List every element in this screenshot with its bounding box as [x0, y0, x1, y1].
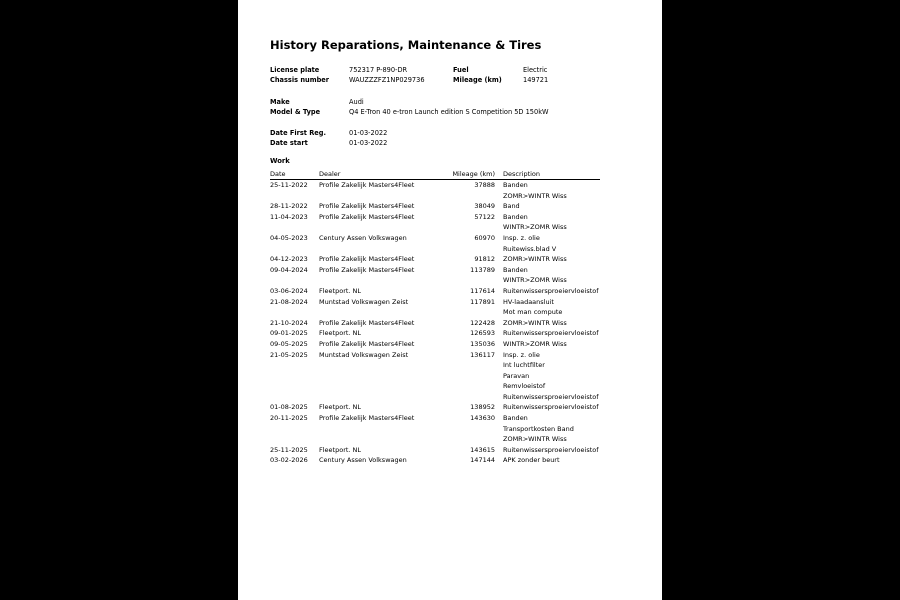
row-date: 25-11-2025 [270, 445, 308, 454]
row-dealer: Profile Zakelijk Masters4Fleet [319, 212, 415, 221]
row-description: Banden [503, 212, 528, 221]
row-date: 01-08-2025 [270, 403, 308, 412]
table-row [270, 191, 600, 202]
chassis-value: WAUZZZFZ1NP029736 [349, 76, 425, 84]
table-row [270, 233, 600, 244]
row-mileage: 113789 [470, 265, 495, 274]
row-dealer: Fleetport. NL [319, 329, 362, 338]
table-row [270, 265, 600, 276]
row-dealer: Profile Zakelijk Masters4Fleet [319, 202, 415, 211]
table-row [270, 307, 600, 318]
table-header [270, 169, 600, 180]
row-dealer: Fleetport. NL [319, 445, 362, 454]
row-dealer: Muntstad Volkswagen Zeist [319, 297, 409, 306]
row-date: 09-01-2025 [270, 329, 308, 338]
model-label: Model & Type [270, 108, 321, 116]
document-page [238, 0, 662, 600]
row-date: 03-02-2026 [270, 456, 308, 465]
table-row [270, 371, 600, 382]
row-description: Banden [503, 181, 528, 189]
row-date: 11-04-2023 [270, 212, 308, 221]
date-start-label: Date start [270, 139, 308, 147]
row-dealer: Fleetport. NL [319, 403, 362, 412]
work-section-title: Work [270, 157, 290, 165]
row-mileage: 143630 [470, 414, 495, 423]
row-description: Band [503, 202, 520, 211]
row-description: ZOMR>WINTR Wiss [503, 191, 567, 200]
row-date: 21-08-2024 [270, 297, 308, 306]
table-row [270, 297, 600, 308]
table-row [270, 275, 600, 286]
row-mileage: 91812 [474, 255, 495, 264]
table-row [270, 222, 600, 233]
mileage-label: Mileage (km) [453, 76, 502, 84]
header-mileage: Mileage (km) [452, 170, 495, 178]
row-description: WINTR>ZOMR Wiss [503, 276, 567, 285]
row-dealer: Profile Zakelijk Masters4Fleet [319, 339, 415, 348]
row-mileage: 117614 [470, 286, 495, 295]
row-dealer: Profile Zakelijk Masters4Fleet [319, 414, 415, 423]
row-date: 04-05-2023 [270, 233, 308, 242]
table-row [270, 434, 600, 445]
row-description: Ruitenwissersproeiervloeistof [503, 329, 599, 338]
row-description: Remvloeistof [503, 382, 546, 391]
table-body [270, 180, 600, 466]
row-description: Int luchtfilter [503, 361, 545, 370]
row-mileage: 117891 [470, 297, 495, 306]
table-row [270, 339, 600, 350]
table-row [270, 244, 600, 255]
row-description: Insp. z. olie [503, 233, 540, 242]
row-description: Mot man compute [503, 308, 563, 317]
make-label: Make [270, 98, 290, 106]
table-row [270, 350, 600, 361]
row-mileage: 135036 [470, 339, 495, 348]
row-description: Ruitewiss.blad V [503, 244, 557, 253]
row-description: Transportkosten Band [503, 424, 574, 433]
mileage-value: 149721 [523, 76, 549, 84]
row-mileage: 147144 [470, 456, 495, 465]
table-row [270, 381, 600, 392]
table-row [270, 318, 600, 329]
table-row [270, 328, 600, 339]
fuel-value: Electric [523, 66, 548, 74]
row-dealer: Profile Zakelijk Masters4Fleet [319, 181, 415, 189]
row-dealer: Century Assen Volkswagen [319, 456, 407, 465]
row-mileage: 138952 [470, 403, 495, 412]
table-row [270, 212, 600, 223]
row-mileage: 136117 [470, 350, 495, 359]
row-mileage: 126593 [470, 329, 495, 338]
row-date: 25-11-2022 [270, 181, 308, 189]
row-date: 03-06-2024 [270, 286, 308, 295]
row-description: Banden [503, 414, 528, 423]
row-mileage: 57122 [474, 212, 495, 221]
row-description: APK zonder beurt [503, 456, 560, 465]
row-date: 21-10-2024 [270, 318, 308, 327]
row-description: Banden [503, 265, 528, 274]
table-row [270, 445, 600, 456]
row-description: ZOMR>WINTR Wiss [503, 435, 567, 444]
row-mileage: 38049 [474, 202, 495, 211]
row-description: Paravan [503, 371, 530, 380]
row-dealer: Fleetport. NL [319, 286, 362, 295]
row-description: Insp. z. olie [503, 350, 540, 359]
row-description: Ruitenwissersproeiervloeistof [503, 445, 599, 454]
row-date: 28-11-2022 [270, 202, 308, 211]
row-description: ZOMR>WINTR Wiss [503, 255, 567, 264]
table-row [270, 180, 600, 191]
chassis-label: Chassis number [270, 76, 330, 84]
row-date: 20-11-2025 [270, 414, 308, 423]
row-date: 21-05-2025 [270, 350, 308, 359]
header-dealer: Dealer [319, 170, 341, 178]
table-row [270, 455, 600, 466]
row-description: Ruitenwissersproeiervloeistof [503, 286, 599, 295]
row-description: WINTR>ZOMR Wiss [503, 223, 567, 232]
row-date: 04-12-2023 [270, 255, 308, 264]
first-reg-value: 01-03-2022 [349, 129, 388, 137]
row-dealer: Profile Zakelijk Masters4Fleet [319, 265, 415, 274]
table-row [270, 286, 600, 297]
row-dealer: Muntstad Volkswagen Zeist [319, 350, 409, 359]
row-mileage: 37888 [474, 181, 495, 189]
row-mileage: 122428 [470, 318, 495, 327]
work-table [270, 169, 600, 466]
row-description: WINTR>ZOMR Wiss [503, 339, 567, 348]
row-date: 09-05-2025 [270, 339, 308, 348]
row-description: Ruitenwissersproeiervloeistof [503, 403, 599, 412]
row-description: HV-laadaansluit [503, 297, 554, 306]
first-reg-label: Date First Reg. [270, 129, 327, 137]
table-row [270, 392, 600, 403]
table-row [270, 402, 600, 413]
row-description: Ruitenwissersproeiervloeistof [503, 392, 599, 401]
fuel-label: Fuel [453, 66, 469, 74]
row-dealer: Profile Zakelijk Masters4Fleet [319, 318, 415, 327]
table-row [270, 360, 600, 371]
model-value: Q4 E-Tron 40 e-tron Launch edition S Competition 5D 150kW [349, 108, 549, 116]
header-date: Date [270, 170, 286, 178]
row-description: ZOMR>WINTR Wiss [503, 318, 567, 327]
page-title: History Reparations, Maintenance & Tires [270, 38, 542, 52]
row-date: 09-04-2024 [270, 265, 308, 274]
row-mileage: 143615 [470, 445, 495, 454]
table-row [270, 201, 600, 212]
row-mileage: 60970 [474, 233, 495, 242]
license-plate-label: License plate [270, 66, 320, 74]
table-row [270, 413, 600, 424]
table-row [270, 424, 600, 435]
table-row [270, 254, 600, 265]
make-value: Audi [349, 98, 364, 106]
row-dealer: Century Assen Volkswagen [319, 233, 407, 242]
date-start-value: 01-03-2022 [349, 139, 388, 147]
row-dealer: Profile Zakelijk Masters4Fleet [319, 255, 415, 264]
license-plate-value: 752317 P-890-DR [349, 66, 408, 74]
header-description: Description [503, 170, 541, 178]
